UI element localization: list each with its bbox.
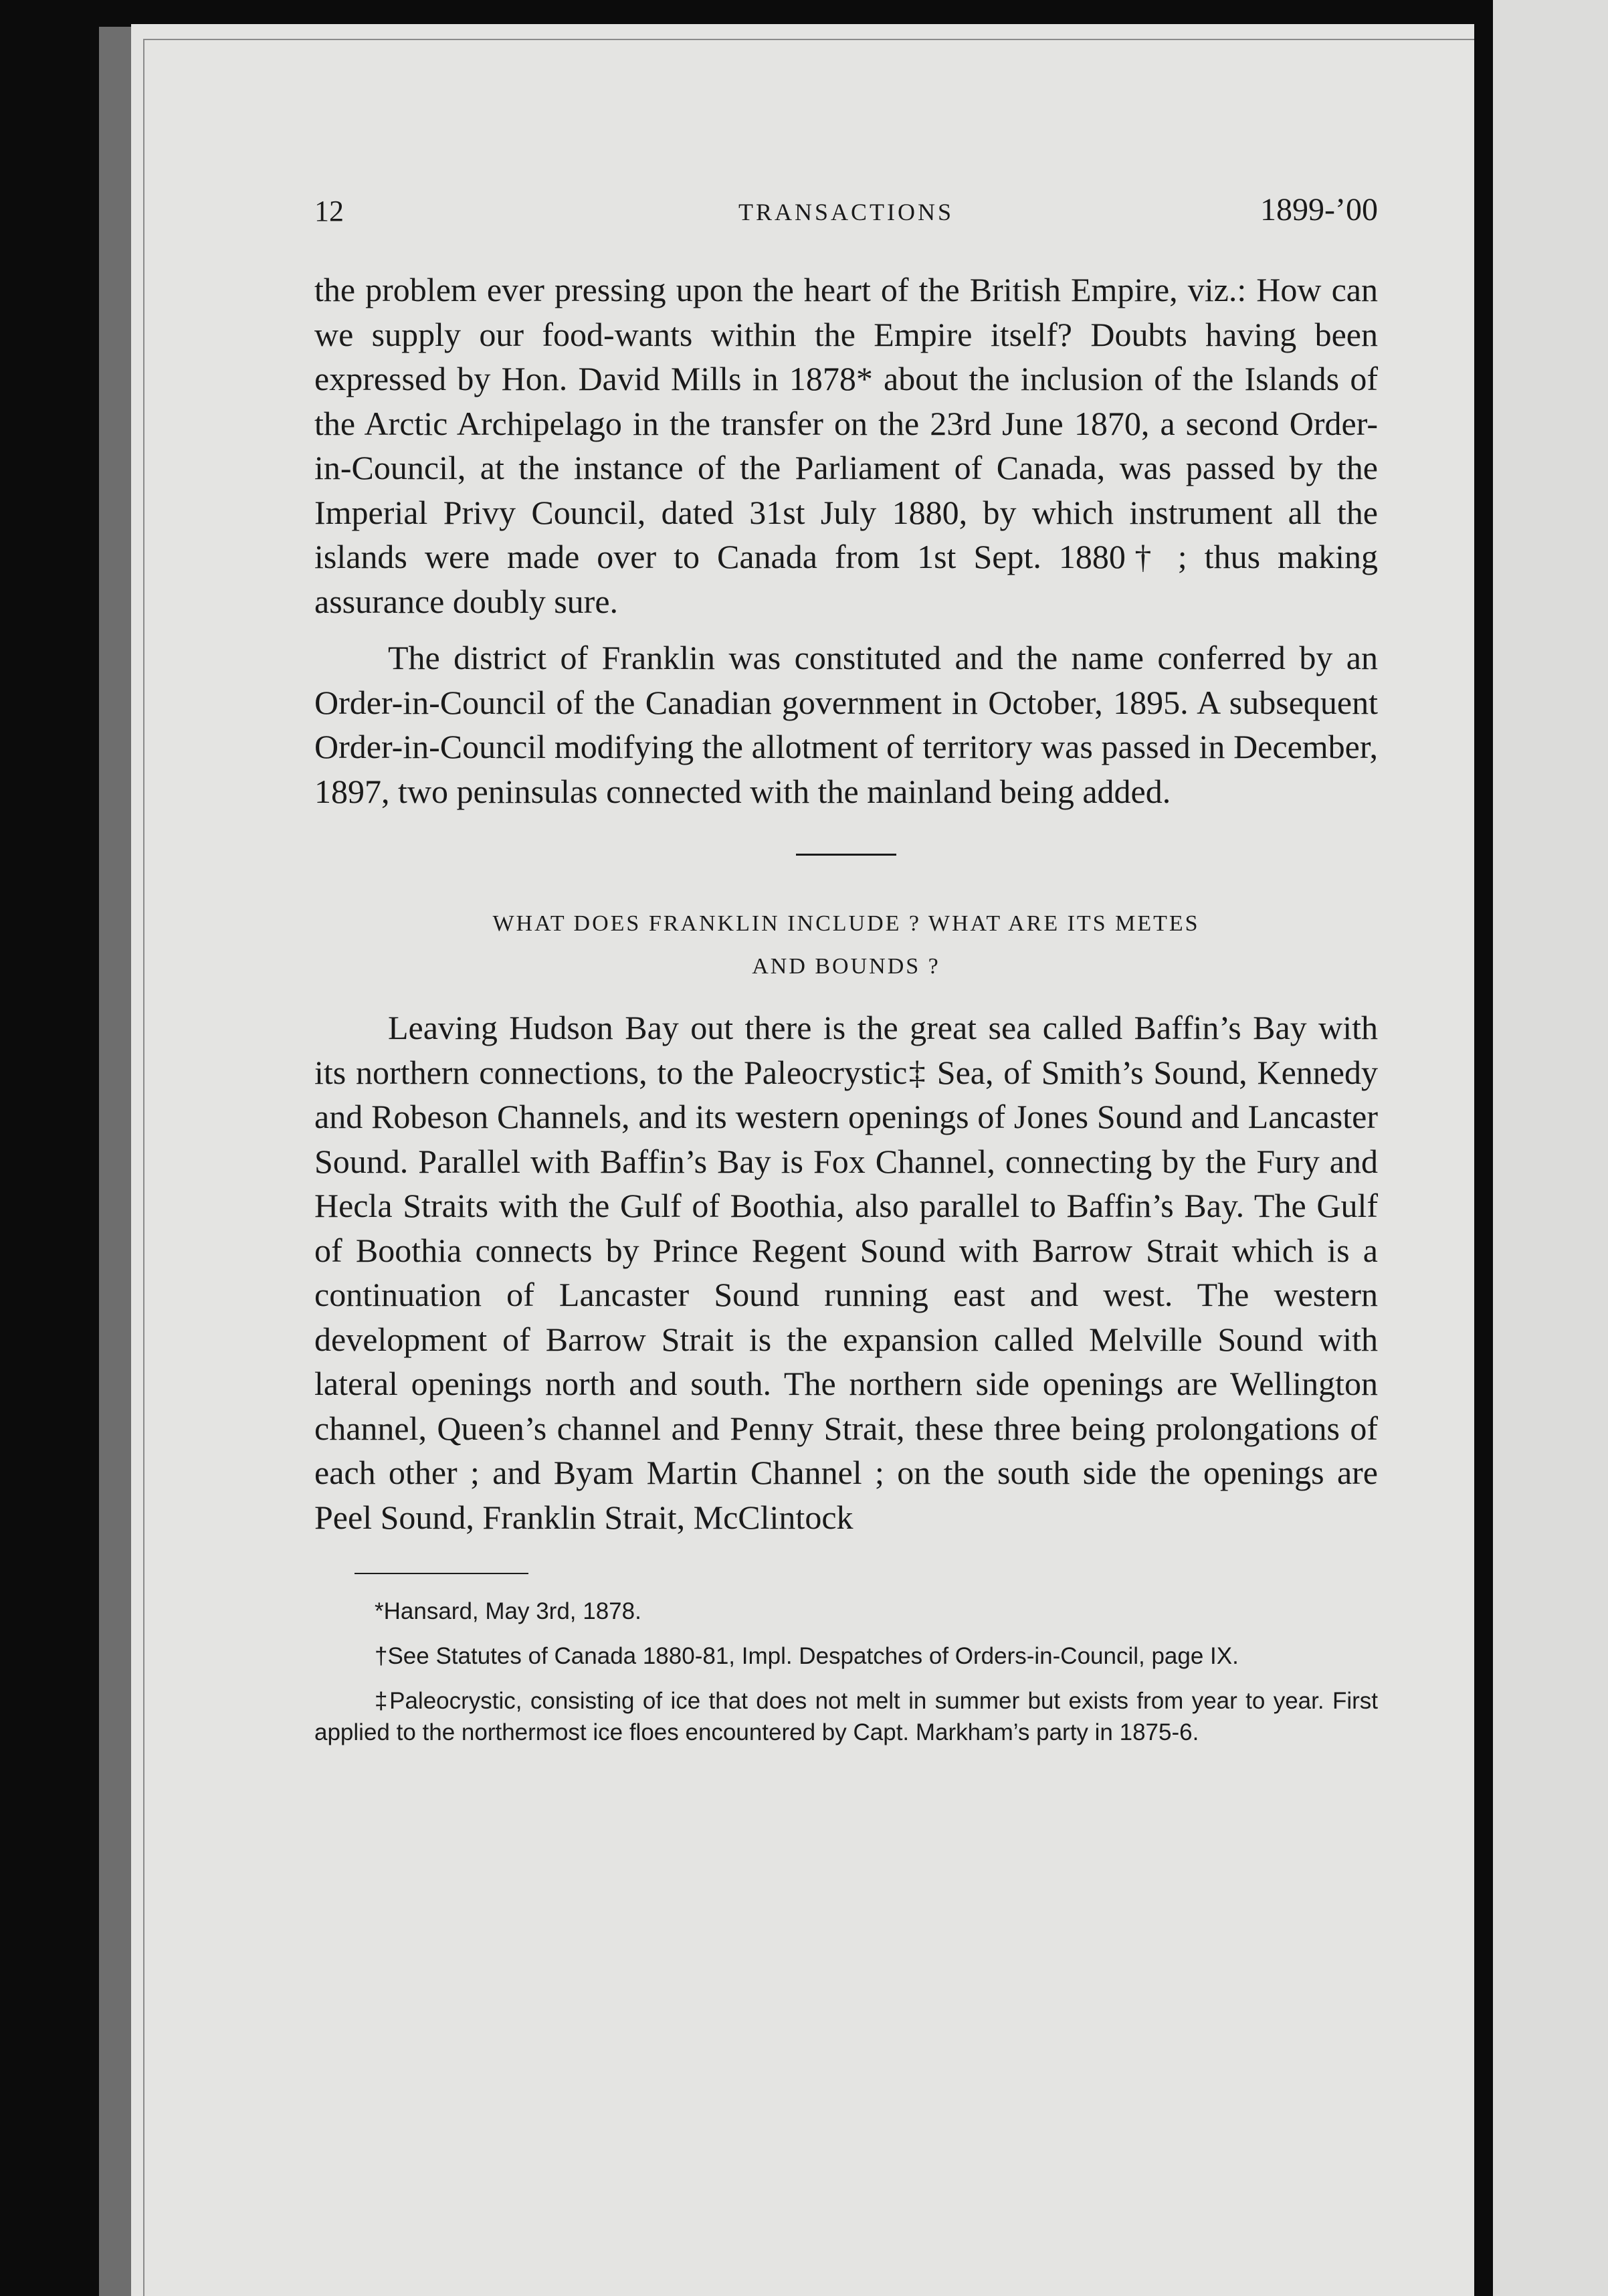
paragraph: the problem ever pressing upon the heart of the British Empire, viz.: How can we supply our food-wants within the Empire itself? Doubts having been expressed by Hon. David Mills in 1878* about the inclusion of the Islands of the Arctic Archipelago in the transfer on the 23rd June 1870, a second Order-in-Council, at the instance of the Parliament of Canada, was passed by the Imperial Privy Council, dated 31st July 1880, by which instrument all the islands were made over to Canada from 1st Sept. 1880† ; thus making assurance doubly sure. (314, 271, 1378, 620)
section-divider (796, 854, 896, 856)
running-title: TRANSACTIONS (738, 199, 954, 225)
footnote: *Hansard, May 3rd, 1878. (375, 1598, 641, 1624)
volume-years: 1899-’00 (1260, 192, 1378, 227)
next-page-edge (1493, 0, 1608, 2296)
footnote-divider (355, 1573, 528, 1574)
paragraph: The district of Franklin was constituted and the name conferred by an Order-in-Council of the Canadian government in October, 1895. A subsequent Order-in-Council modifying the allotment of territory was passed in December, 1897, two peninsulas connected with the mainland being added. (314, 639, 1378, 810)
page-gutter (1474, 0, 1493, 2296)
footnote: ‡Paleocrystic, consisting of ice that does not melt in summer but exists from year to year. First applied to the northermost ice floes encountered by Capt. Markham’s party in 1875-6. (314, 1688, 1378, 1745)
section-heading (314, 902, 1378, 988)
footnotes (314, 1596, 1378, 1748)
section-heading-line-1: WHAT DOES FRANKLIN INCLUDE ? WHAT ARE ITS METES (492, 911, 1200, 936)
footnote: †See Statutes of Canada 1880-81, Impl. Despatches of Orders-in-Council, page IX. (375, 1643, 1239, 1669)
section-heading-line-2: AND BOUNDS ? (752, 954, 940, 979)
page-number: 12 (314, 195, 344, 227)
page-header (314, 194, 1378, 241)
page-body (314, 268, 1378, 1761)
section-paragraph: Leaving Hudson Bay out there is the great sea called Baffin’s Bay with its northern connections, to the Paleocrystic‡ Sea, of Smith’s Sound, Kennedy and Robeson Channels, and its western openings of Jones Sound and Lancaster Sound. Parallel with Baffin’s Bay is Fox Channel, connecting by the Fury and Hecla Straits with the Gulf of Boothia, also parallel to Baffin’s Bay. The Gulf of Boothia connects by Prince Regent Sound with Barrow Strait which is a continuation of Lancaster Sound running east and west. The western development of Barrow Strait is the expansion called Melville Sound with lateral openings north and south. The northern side openings are Wellington channel, Queen’s channel and Penny Strait, these three being prolongations of each other ; and Byam Martin Channel ; on the south side the openings are Peel Sound, Franklin Strait, McClintock (314, 1009, 1378, 1536)
page-shadow-strip (99, 27, 134, 2296)
